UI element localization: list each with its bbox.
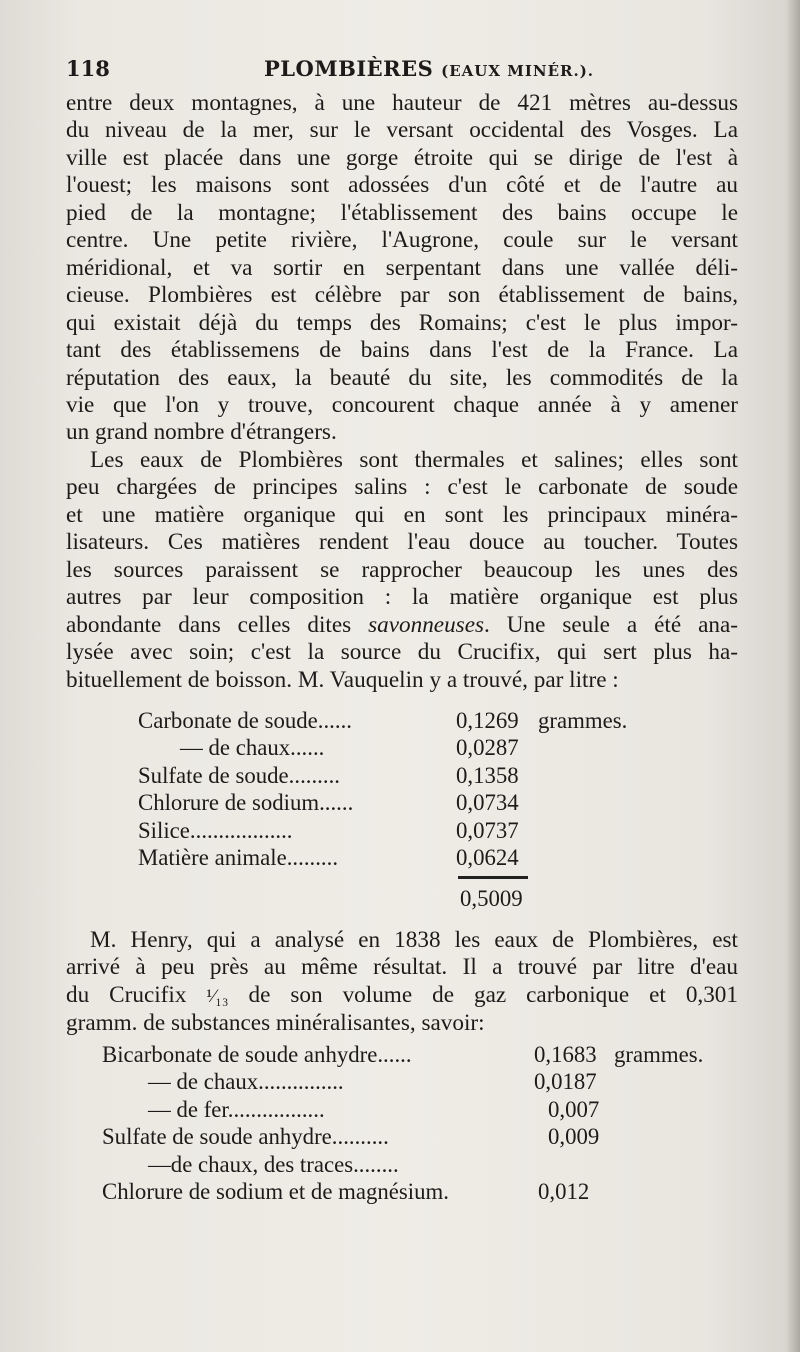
table-row (138, 789, 658, 816)
substance-value: 0,0734 (456, 790, 519, 816)
text-line: méridional, et va sortir en serpentant dans une vallée déli- (66, 254, 738, 281)
text-line: du niveau de la mer, sur le versant occidental des Vosges. La (66, 117, 738, 144)
body-text (66, 90, 738, 694)
text-line: Les eaux de Plombières sont thermales et salines; elles sont (90, 446, 738, 473)
substance-label: — de chaux...... (180, 735, 325, 761)
text-line: les sources paraissent se rapprocher beaucoup les unes des (66, 556, 738, 583)
unit-label: grammes. (538, 708, 628, 733)
running-title: PLOMBIÈRES (EAUX MINÉR.). (264, 56, 595, 81)
table-row (102, 1068, 722, 1095)
text-line: bituellement de boisson. M. Vauquelin y a trouvé, par litre : (66, 666, 619, 693)
substance-value: 0,1358 (456, 762, 519, 788)
substance-label: Sulfate de soude......... (138, 762, 340, 788)
text-line: ville est placée dans une gorge étroite qui se dirige de l'est à (66, 144, 738, 171)
text-line: arrivé à peu près au même résultat. Il a trouvé par litre d'eau (66, 954, 738, 981)
body-text-2 (66, 927, 738, 1038)
analysis-table-henry (102, 1041, 722, 1205)
substance-label: Chlorure de sodium et de magnésium. (102, 1178, 449, 1204)
substance-label: Matière animale......... (138, 844, 339, 870)
substance-label: Bicarbonate de soude anhydre...... (102, 1042, 412, 1067)
total-value: 0,5009 (460, 886, 523, 911)
table-row (138, 817, 658, 844)
substance-value: 0,012 (538, 1178, 590, 1204)
substance-label: — de chaux............... (148, 1069, 344, 1095)
table-row (138, 844, 658, 871)
table-row (102, 1151, 722, 1178)
substance-value: 0,007 (548, 1096, 600, 1122)
table-row (102, 1041, 722, 1068)
page-edge-shadow (786, 0, 800, 1352)
unit-label: grammes. (614, 1042, 704, 1067)
substance-label: —de chaux, des traces........ (148, 1151, 399, 1177)
text-line: réputation des eaux, la beauté du site, les commodités de la (66, 364, 738, 391)
substance-value: 0,0624 (456, 844, 519, 870)
table-row (102, 1123, 722, 1150)
substance-label: Sulfate de soude anhydre.......... (102, 1124, 389, 1150)
text-line: l'ouest; les maisons sont adossées d'un côté et de l'autre au (66, 172, 738, 199)
text-line: lysée avec soin; c'est la source du Crucifix, qui sert plus ha- (66, 639, 738, 666)
sum-rule (458, 876, 528, 879)
running-head (66, 56, 746, 86)
text-line: M. Henry, qui a analysé en 1838 les eaux de Plombières, est (90, 927, 738, 953)
substance-value: 0,009 (548, 1124, 600, 1150)
paragraph-2-body (66, 474, 738, 694)
text-line: cieuse. Plombières est célèbre par son établissement de bains, (66, 282, 738, 309)
fraction: ¹⁄₁₃ (206, 985, 229, 1007)
table-row (102, 1096, 722, 1123)
paragraph-2 (66, 447, 738, 474)
table-row (102, 1178, 722, 1205)
text-line: lisateurs. Ces matières rendent l'eau douce au toucher. Toutes (66, 529, 738, 556)
text-line: vie que l'on y trouve, concourent chaque année à y amener (66, 391, 738, 418)
text-line: abondante dans celles dites savonneuses. Une seule a été ana- (66, 611, 738, 638)
text-line: qui existait déjà du temps des Romains; c'est le plus impor- (66, 309, 738, 336)
substance-label: Carbonate de soude...... (138, 708, 352, 733)
substance-value: 0,0287 (456, 735, 519, 761)
analysis-table-vauquelin (138, 707, 658, 871)
paragraph-3 (66, 927, 738, 954)
table-row (138, 734, 658, 761)
text-line: du Crucifix ¹⁄₁₃ de son volume de gaz carbonique et 0,301 (66, 981, 738, 1008)
text-line: un grand nombre d'étrangers. (66, 419, 337, 446)
text-line: peu chargées de principes salins : c'est le carbonate de soude (66, 474, 738, 501)
page-number: 118 (66, 56, 110, 81)
text-line: autres par leur composition : la matière organique est plus (66, 584, 738, 611)
substance-value: 0,0187 (534, 1069, 597, 1095)
table-row (138, 762, 658, 789)
substance-value: 0,1269 (456, 708, 519, 733)
running-title-subtitle: (EAUX MINÉR.). (441, 62, 595, 80)
italic-term: savonneuses (368, 611, 485, 638)
substance-label: Silice.................. (138, 817, 293, 843)
text-line: et une matière organique qui en sont les principaux minéra- (66, 501, 738, 528)
paragraph-1 (66, 90, 738, 447)
text-line: pied de la montagne; l'établissement des bains occupe le (66, 199, 738, 226)
text-line: gramm. de substances minéralisantes, savoir: (66, 1010, 485, 1037)
substance-value: 0,1683 (534, 1042, 597, 1067)
substance-label: Chlorure de sodium...... (138, 790, 354, 816)
substance-label: — de fer................. (148, 1096, 325, 1122)
text-line: tant des établissemens de bains dans l'est de la France. La (66, 337, 738, 364)
table-row (138, 707, 658, 734)
text-line: entre deux montagnes, à une hauteur de 421 mètres au-dessus (66, 90, 738, 116)
text-line: centre. Une petite rivière, l'Augrone, coule sur le versant (66, 227, 738, 254)
substance-value: 0,0737 (456, 817, 519, 843)
